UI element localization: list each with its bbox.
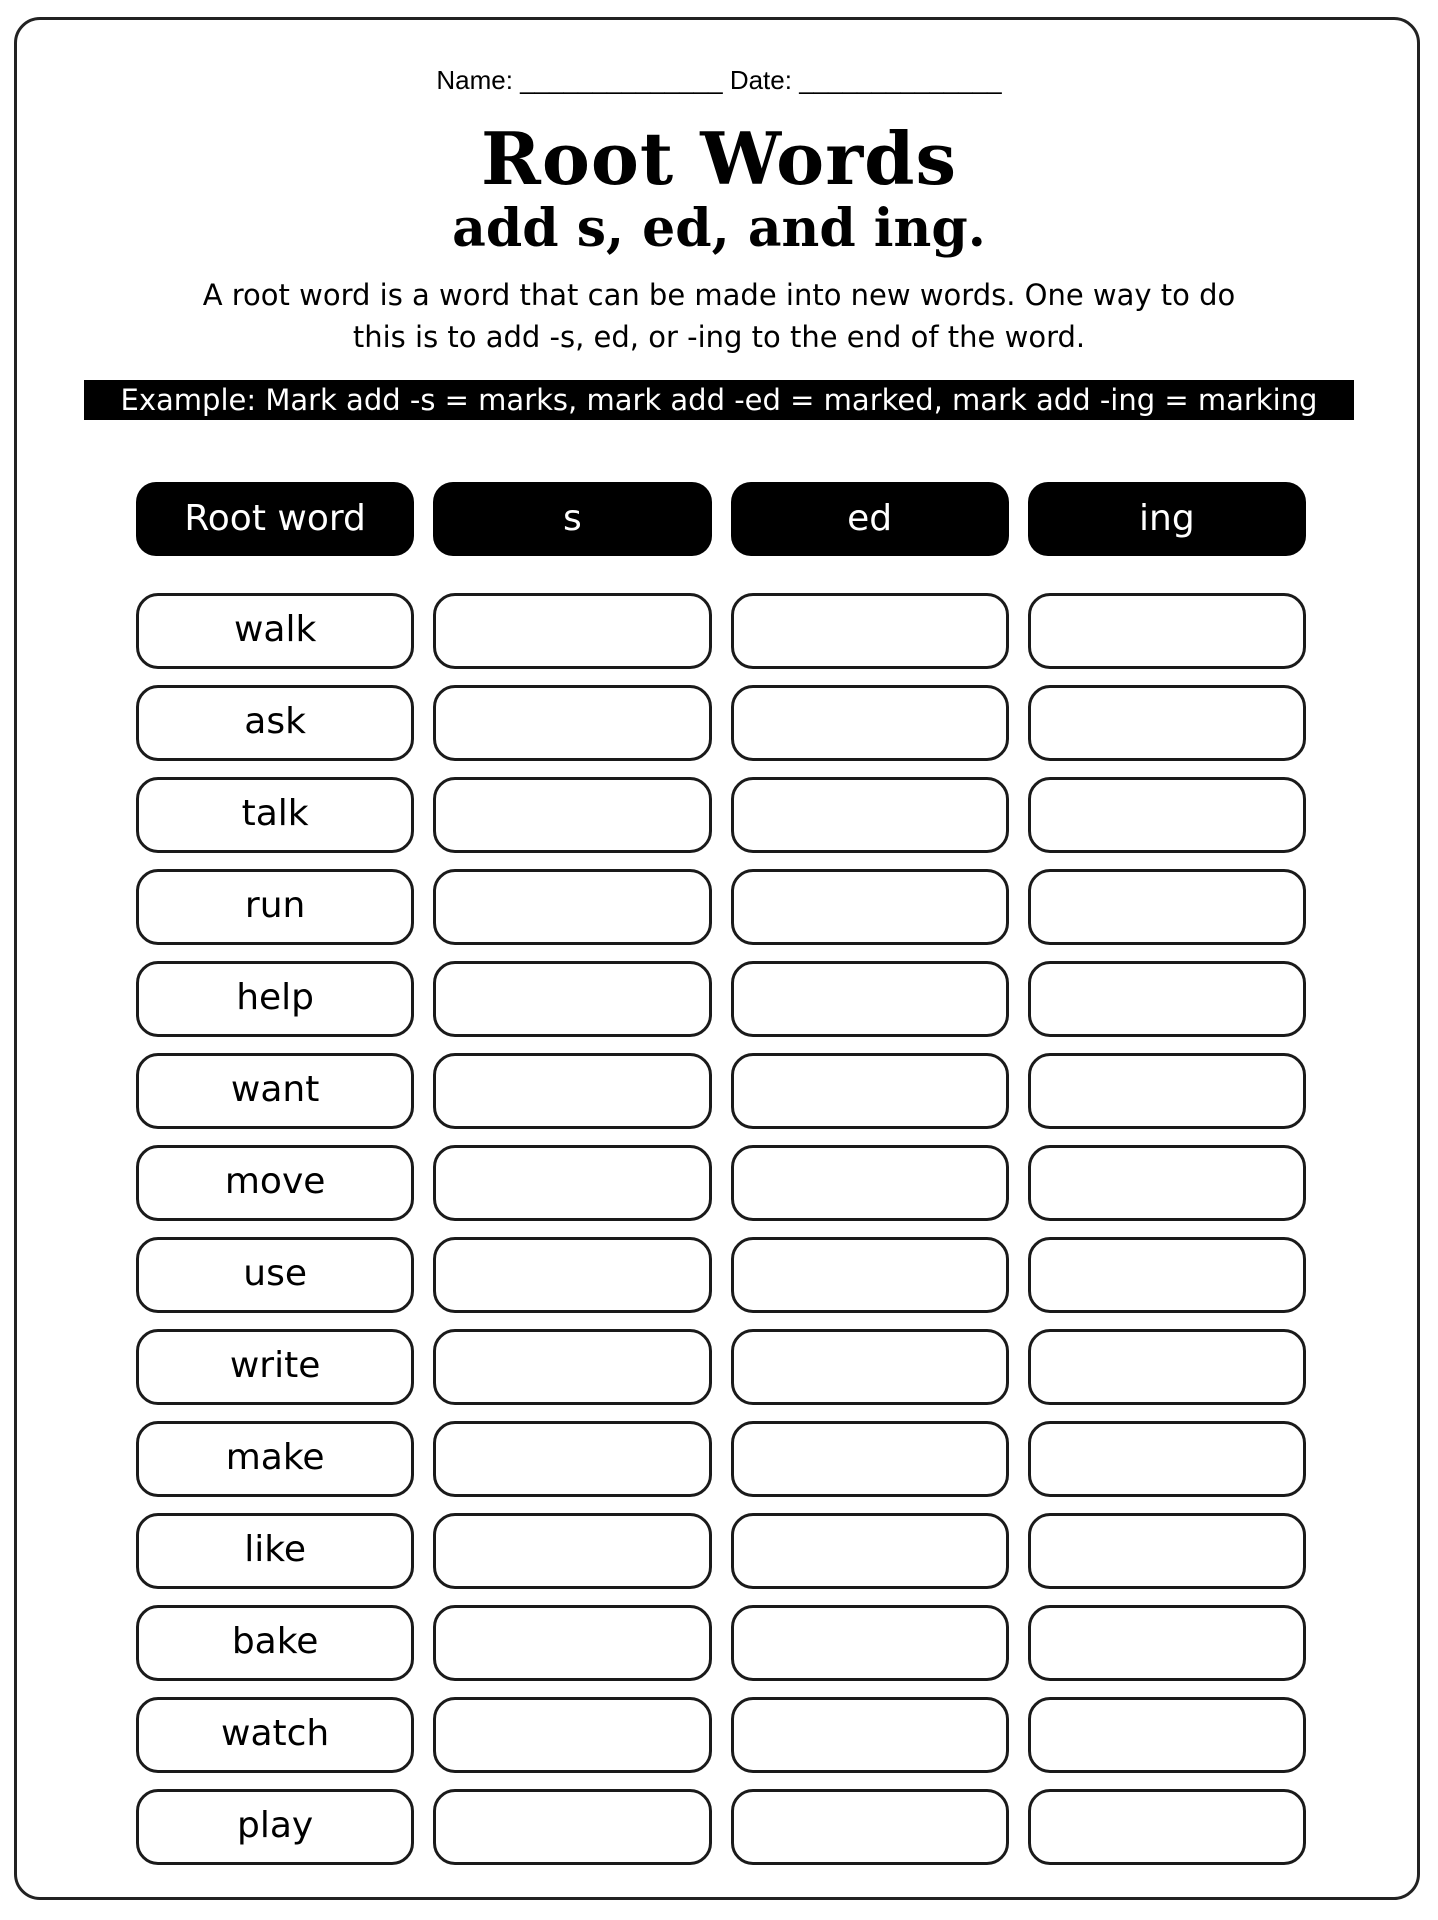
answer-box-s[interactable]: [433, 1145, 711, 1221]
root-word-cell: watch: [136, 1697, 414, 1773]
answer-box-ed[interactable]: [731, 1605, 1009, 1681]
answer-box-ed[interactable]: [731, 1053, 1009, 1129]
root-word-cell: walk: [136, 593, 414, 669]
answer-box-s[interactable]: [433, 777, 711, 853]
answer-box-ed[interactable]: [731, 961, 1009, 1037]
header-s: s: [433, 482, 711, 556]
answer-box-ed[interactable]: [731, 1421, 1009, 1497]
instructions-line-2: this is to add -s, ed, or -ing to the end of the word.: [352, 320, 1086, 354]
table-row: [136, 1513, 1306, 1589]
root-word-cell: run: [136, 869, 414, 945]
name-date-line: Name: ______________ Date: ______________: [436, 65, 1002, 95]
answer-box-ing[interactable]: [1028, 1605, 1306, 1681]
answer-box-s[interactable]: [433, 1513, 711, 1589]
table-row: [136, 1053, 1306, 1129]
table-row: [136, 1329, 1306, 1405]
table-row: [136, 961, 1306, 1037]
answer-box-s[interactable]: [433, 593, 711, 669]
answer-box-ed[interactable]: [731, 1513, 1009, 1589]
answer-box-ing[interactable]: [1028, 961, 1306, 1037]
answer-box-ed[interactable]: [731, 685, 1009, 761]
table-row: [136, 685, 1306, 761]
answer-box-s[interactable]: [433, 1053, 711, 1129]
answer-box-s[interactable]: [433, 1697, 711, 1773]
table-row: [136, 869, 1306, 945]
root-word-cell: write: [136, 1329, 414, 1405]
answer-box-s[interactable]: [433, 961, 711, 1037]
root-word-cell: use: [136, 1237, 414, 1313]
header-ed: ed: [731, 482, 1009, 556]
root-word-cell: help: [136, 961, 414, 1037]
answer-box-s[interactable]: [433, 1237, 711, 1313]
answer-box-ed[interactable]: [731, 777, 1009, 853]
answer-box-ed[interactable]: [731, 1329, 1009, 1405]
table-row: [136, 1789, 1306, 1865]
table-header: [136, 482, 1306, 556]
table-row: [136, 1145, 1306, 1221]
worksheet-subtitle: add s, ed, and ing.: [452, 198, 986, 259]
answer-box-ing[interactable]: [1028, 1697, 1306, 1773]
table-row: [136, 1697, 1306, 1773]
answer-box-ed[interactable]: [731, 1697, 1009, 1773]
root-word-cell: play: [136, 1789, 414, 1865]
worksheet-title: Root Words: [480, 116, 958, 201]
instructions-line-1: A root word is a word that can be made into new words. One way to do: [202, 278, 1236, 312]
root-word-cell: talk: [136, 777, 414, 853]
root-word-cell: move: [136, 1145, 414, 1221]
answer-box-ing[interactable]: [1028, 1789, 1306, 1865]
answer-box-ing[interactable]: [1028, 1145, 1306, 1221]
table-row: [136, 1237, 1306, 1313]
table-row: [136, 593, 1306, 669]
root-word-cell: make: [136, 1421, 414, 1497]
root-word-cell: like: [136, 1513, 414, 1589]
root-word-cell: ask: [136, 685, 414, 761]
answer-box-s[interactable]: [433, 1605, 711, 1681]
table-row: [136, 1605, 1306, 1681]
answer-box-ing[interactable]: [1028, 1053, 1306, 1129]
table-row: [136, 1421, 1306, 1497]
answer-box-s[interactable]: [433, 685, 711, 761]
table-row: [136, 777, 1306, 853]
answer-box-ing[interactable]: [1028, 1513, 1306, 1589]
root-word-cell: bake: [136, 1605, 414, 1681]
header-ing: ing: [1028, 482, 1306, 556]
word-table: [136, 482, 1306, 1881]
table-body: [136, 593, 1306, 1865]
answer-box-ing[interactable]: [1028, 593, 1306, 669]
answer-box-ing[interactable]: [1028, 685, 1306, 761]
answer-box-ing[interactable]: [1028, 1329, 1306, 1405]
answer-box-ing[interactable]: [1028, 1237, 1306, 1313]
answer-box-ed[interactable]: [731, 593, 1009, 669]
answer-box-ed[interactable]: [731, 1789, 1009, 1865]
answer-box-ing[interactable]: [1028, 1421, 1306, 1497]
answer-box-ed[interactable]: [731, 1237, 1009, 1313]
answer-box-s[interactable]: [433, 1329, 711, 1405]
answer-box-s[interactable]: [433, 1789, 711, 1865]
answer-box-ed[interactable]: [731, 869, 1009, 945]
instructions: [170, 274, 1268, 358]
header-root-word: Root word: [136, 482, 414, 556]
answer-box-s[interactable]: [433, 869, 711, 945]
root-word-cell: want: [136, 1053, 414, 1129]
answer-box-ing[interactable]: [1028, 777, 1306, 853]
answer-box-s[interactable]: [433, 1421, 711, 1497]
answer-box-ing[interactable]: [1028, 869, 1306, 945]
example-banner: Example: Mark add -s = marks, mark add -ed = marked, mark add -ing = marking: [84, 380, 1354, 420]
answer-box-ed[interactable]: [731, 1145, 1009, 1221]
